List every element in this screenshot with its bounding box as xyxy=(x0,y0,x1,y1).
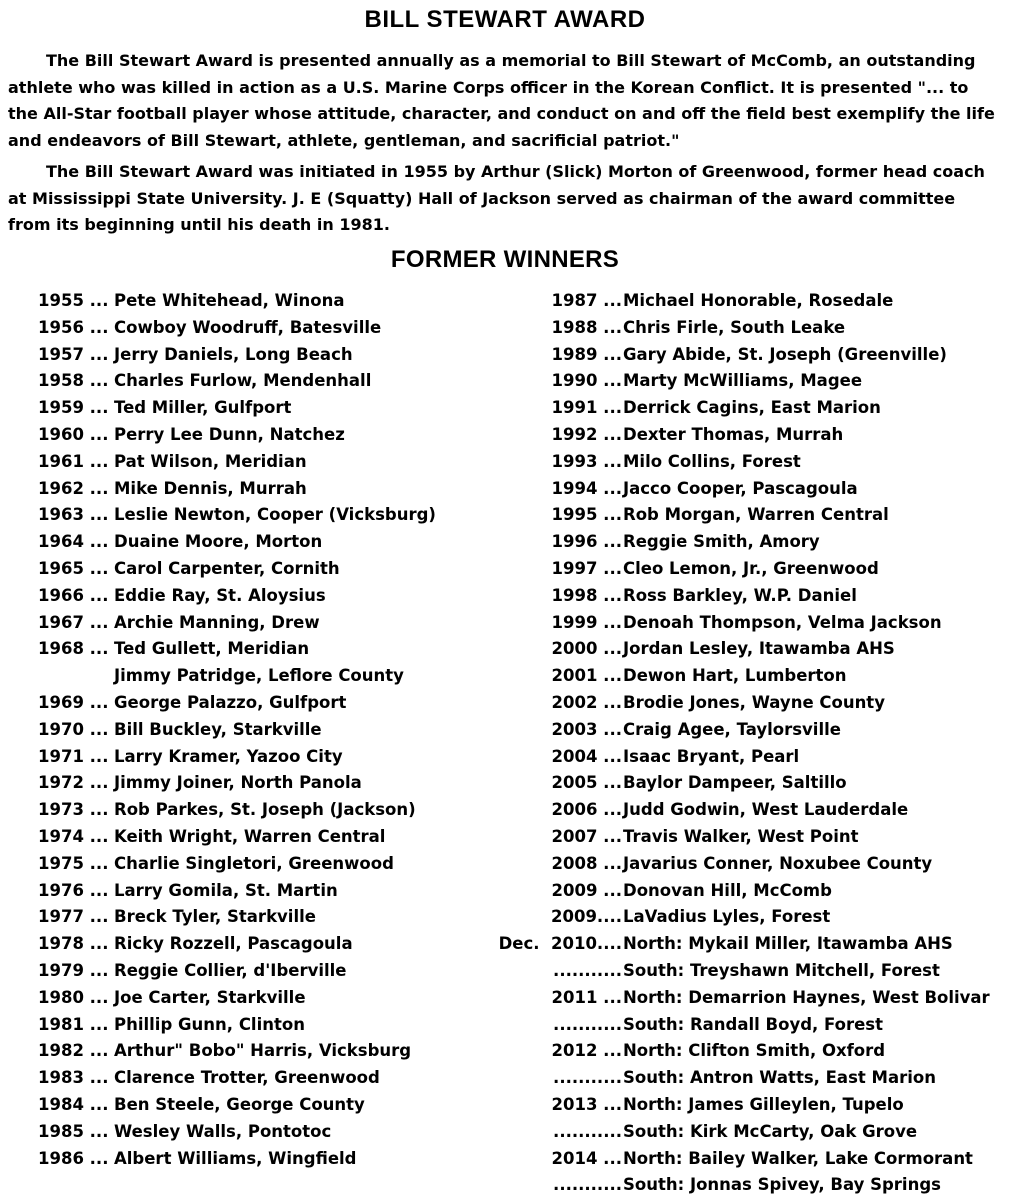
winner-year: 1975 ... xyxy=(38,853,109,873)
winner-name: Ben Steele, George County xyxy=(114,1094,365,1114)
history-paragraph: The Bill Stewart Award was initiated in 1955 by Arthur (Slick) Morton of Greenwood, former head coach at Mississippi State University. J. E (Squatty) Hall of Jackson served as chairman of the award committee from its beginning until his death in 1981. xyxy=(8,162,985,234)
winner-row xyxy=(490,315,1005,342)
winner-year: 1977 ... xyxy=(38,907,109,927)
winner-name: Michael Honorable, Rosedale xyxy=(623,291,894,310)
winner-year: 2007 ... xyxy=(551,826,622,846)
winner-name: Milo Collins, Forest xyxy=(623,451,801,471)
winners-list-right xyxy=(490,288,1005,1199)
winner-name: Jordan Lesley, Itawamba AHS xyxy=(623,639,895,659)
winner-row xyxy=(490,476,1005,503)
winner-name: Baylor Dampeer, Saltillo xyxy=(623,773,847,793)
winner-year: 1994 ... xyxy=(551,478,622,498)
winner-name: Pete Whitehead, Winona xyxy=(114,291,345,310)
winner-year: 2006 ... xyxy=(551,800,622,820)
winner-year: 2013 ... xyxy=(551,1094,622,1114)
winner-name: Larry Gomila, St. Martin xyxy=(114,880,338,900)
winner-year: 1989 ... xyxy=(551,344,622,364)
winner-row xyxy=(38,717,508,744)
winners-list-left xyxy=(38,288,508,1172)
winner-row xyxy=(490,824,1005,851)
winner-row xyxy=(490,368,1005,395)
winner-name: South: Randall Boyd, Forest xyxy=(623,1014,883,1034)
winner-name: Carol Carpenter, Cornith xyxy=(114,558,340,578)
winner-year: 1958 ... xyxy=(38,371,109,391)
winner-name: George Palazzo, Gulfport xyxy=(114,692,347,712)
winner-year: 1979 ... xyxy=(38,960,109,980)
winner-row xyxy=(490,1119,1005,1146)
winner-year: 1983 ... xyxy=(38,1068,109,1088)
winner-year: 1996 ... xyxy=(551,532,622,552)
winner-name: Craig Agee, Taylorsville xyxy=(623,719,841,739)
winner-name: Reggie Collier, d'Iberville xyxy=(114,960,347,980)
winner-year: 1969 ... xyxy=(38,692,109,712)
winner-name: Travis Walker, West Point xyxy=(623,826,859,846)
winner-year: 1999 ... xyxy=(551,612,622,632)
winner-year: 1960 ... xyxy=(38,424,109,444)
winner-row xyxy=(38,636,508,663)
winner-year xyxy=(38,663,114,690)
winner-name: LaVadius Lyles, Forest xyxy=(623,907,831,927)
winner-year: 1985 ... xyxy=(38,1121,109,1141)
winner-year: 1972 ... xyxy=(38,773,109,793)
winner-year: 2008 ... xyxy=(551,853,622,873)
winner-row xyxy=(490,583,1005,610)
winner-row xyxy=(38,288,508,315)
winner-name: Marty McWilliams, Magee xyxy=(623,371,863,391)
winner-name: Pat Wilson, Meridian xyxy=(114,451,307,471)
winner-row xyxy=(38,958,508,985)
winner-year: ........... xyxy=(553,1014,622,1034)
winner-name: Arthur" Bobo" Harris, Vicksburg xyxy=(114,1041,412,1061)
winner-row xyxy=(490,1092,1005,1119)
winner-name: Larry Kramer, Yazoo City xyxy=(114,746,343,766)
winner-name: Denoah Thompson, Velma Jackson xyxy=(623,612,942,632)
winner-name: Dexter Thomas, Murrah xyxy=(623,424,844,444)
winner-name: Cleo Lemon, Jr., Greenwood xyxy=(623,558,879,578)
winner-year: 2001 ... xyxy=(551,666,622,686)
winner-row xyxy=(38,395,508,422)
winner-year: 2003 ... xyxy=(551,719,622,739)
winner-row xyxy=(38,1038,508,1065)
winner-name: Ted Gullett, Meridian xyxy=(114,639,310,659)
winner-year: 1966 ... xyxy=(38,585,109,605)
winner-name: South: Antron Watts, East Marion xyxy=(623,1068,936,1088)
winner-row xyxy=(38,556,508,583)
winner-year: 1992 ... xyxy=(551,424,622,444)
winner-row xyxy=(490,690,1005,717)
winner-name: Perry Lee Dunn, Natchez xyxy=(114,424,345,444)
winner-row xyxy=(38,476,508,503)
winner-year: 1986 ... xyxy=(38,1148,109,1168)
winner-name: Breck Tyler, Starkville xyxy=(114,907,316,927)
winner-year: ........... xyxy=(553,1121,622,1141)
winner-row xyxy=(490,610,1005,637)
winner-year: 2014 ... xyxy=(551,1148,622,1168)
winner-year: 1961 ... xyxy=(38,451,109,471)
winner-name: Jacco Cooper, Pascagoula xyxy=(623,478,858,498)
winner-row xyxy=(38,583,508,610)
winner-name: Ross Barkley, W.P. Daniel xyxy=(623,585,857,605)
winner-name: Joe Carter, Starkville xyxy=(114,987,306,1007)
winner-name: Leslie Newton, Cooper (Vicksburg) xyxy=(114,505,436,525)
winner-row xyxy=(38,851,508,878)
winner-name: Wesley Walls, Pontotoc xyxy=(114,1121,332,1141)
winner-year: 2002 ... xyxy=(551,692,622,712)
winner-row xyxy=(38,904,508,931)
winner-row xyxy=(490,1012,1005,1039)
winner-year: 2005 ... xyxy=(551,773,622,793)
winner-name: Donovan Hill, McComb xyxy=(623,880,832,900)
winner-row xyxy=(490,985,1005,1012)
winner-year: 1980 ... xyxy=(38,987,109,1007)
winner-year: ........... xyxy=(553,960,622,980)
winner-row xyxy=(38,610,508,637)
winner-name: Jimmy Joiner, North Panola xyxy=(114,773,362,793)
winner-name: North: Mykail Miller, Itawamba AHS xyxy=(623,934,953,954)
winner-row xyxy=(490,744,1005,771)
winner-year: 1978 ... xyxy=(38,934,109,954)
winner-name: Archie Manning, Drew xyxy=(114,612,320,632)
winner-row xyxy=(490,663,1005,690)
winner-row xyxy=(490,931,1005,958)
winner-name: Clarence Trotter, Greenwood xyxy=(114,1068,380,1088)
winner-row xyxy=(490,1172,1005,1199)
winner-name: North: Bailey Walker, Lake Cormorant xyxy=(623,1148,973,1168)
winner-row xyxy=(38,770,508,797)
winner-row xyxy=(38,1119,508,1146)
winner-row xyxy=(38,690,508,717)
winner-row xyxy=(38,931,508,958)
winner-row xyxy=(490,797,1005,824)
winner-row xyxy=(490,529,1005,556)
winner-year: 1968 ... xyxy=(38,639,109,659)
winner-name: Reggie Smith, Amory xyxy=(623,532,820,552)
winner-row xyxy=(38,368,508,395)
winner-name: Jerry Daniels, Long Beach xyxy=(114,344,353,364)
winner-name: Isaac Bryant, Pearl xyxy=(623,746,800,766)
winner-row xyxy=(490,1065,1005,1092)
winner-row xyxy=(38,449,508,476)
winner-row xyxy=(490,770,1005,797)
winner-name: Albert Williams, Wingfield xyxy=(114,1148,357,1168)
winner-row xyxy=(38,797,508,824)
winner-row xyxy=(490,904,1005,931)
winner-row xyxy=(38,1012,508,1039)
winner-row xyxy=(38,1092,508,1119)
winner-name: Gary Abide, St. Joseph (Greenville) xyxy=(623,344,947,364)
winner-name: North: Clifton Smith, Oxford xyxy=(623,1041,886,1061)
winner-year: 2004 ... xyxy=(551,746,622,766)
winner-name: Chris Firle, South Leake xyxy=(623,317,846,337)
winner-year: 1971 ... xyxy=(38,746,109,766)
winner-row xyxy=(490,422,1005,449)
winner-name: Javarius Conner, Noxubee County xyxy=(623,853,933,873)
winner-row xyxy=(38,985,508,1012)
winner-row xyxy=(490,878,1005,905)
winner-year: 1959 ... xyxy=(38,398,109,418)
winner-name: Derrick Cagins, East Marion xyxy=(623,398,881,418)
winner-name: Brodie Jones, Wayne County xyxy=(623,692,885,712)
winner-year: 2000 ... xyxy=(551,639,622,659)
winner-year: 1955 ... xyxy=(38,291,109,310)
winner-row xyxy=(490,556,1005,583)
winner-year: 1970 ... xyxy=(38,719,109,739)
winner-year: 1995 ... xyxy=(551,505,622,525)
winner-year: 1991 ... xyxy=(551,398,622,418)
winner-name: Mike Dennis, Murrah xyxy=(114,478,307,498)
winner-year: 1998 ... xyxy=(551,585,622,605)
winner-year: ........... xyxy=(553,1175,622,1195)
winner-row xyxy=(490,342,1005,369)
winner-row xyxy=(490,449,1005,476)
winner-row xyxy=(38,1065,508,1092)
winner-row xyxy=(490,958,1005,985)
winner-name: Eddie Ray, St. Aloysius xyxy=(114,585,326,605)
winner-year: Dec. 2010.... xyxy=(498,934,622,954)
winner-year: ........... xyxy=(553,1068,622,1088)
winner-name: Ted Miller, Gulfport xyxy=(114,398,292,418)
winner-row xyxy=(490,395,1005,422)
winner-name: Bill Buckley, Starkville xyxy=(114,719,322,739)
winner-name: North: Demarrion Haynes, West Bolivar xyxy=(623,987,990,1007)
winner-name: Judd Godwin, West Lauderdale xyxy=(623,800,909,820)
winner-year: 1957 ... xyxy=(38,344,109,364)
winner-year: 2011 ... xyxy=(551,987,622,1007)
winner-year: 1982 ... xyxy=(38,1041,109,1061)
winner-row xyxy=(38,1146,508,1173)
winner-name: Jimmy Patridge, Leflore County xyxy=(114,666,404,686)
winner-year: 1963 ... xyxy=(38,505,109,525)
winner-row xyxy=(38,342,508,369)
winner-name: Cowboy Woodruff, Batesville xyxy=(114,317,382,337)
winner-row xyxy=(490,851,1005,878)
winner-year: 1976 ... xyxy=(38,880,109,900)
winner-row xyxy=(38,663,508,690)
winner-name: Ricky Rozzell, Pascagoula xyxy=(114,934,353,954)
winner-row xyxy=(490,717,1005,744)
winner-row xyxy=(490,1146,1005,1173)
winner-row xyxy=(38,878,508,905)
winner-row xyxy=(490,288,1005,315)
winner-row xyxy=(38,824,508,851)
winner-name: Keith Wright, Warren Central xyxy=(114,826,386,846)
winner-name: Rob Morgan, Warren Central xyxy=(623,505,889,525)
winner-row xyxy=(490,1038,1005,1065)
winner-name: North: James Gilleylen, Tupelo xyxy=(623,1094,904,1114)
winner-name: Charles Furlow, Mendenhall xyxy=(114,371,372,391)
winner-year: 1993 ... xyxy=(551,451,622,471)
winner-row xyxy=(38,502,508,529)
winner-name: South: Kirk McCarty, Oak Grove xyxy=(623,1121,918,1141)
winner-year: 1962 ... xyxy=(38,478,109,498)
winner-year: 1987 ... xyxy=(551,291,622,310)
winner-name: Charlie Singletori, Greenwood xyxy=(114,853,394,873)
winner-name: Duaine Moore, Morton xyxy=(114,532,323,552)
winner-row xyxy=(38,529,508,556)
winner-year: 1964 ... xyxy=(38,532,109,552)
intro-paragraph: The Bill Stewart Award is presented annually as a memorial to Bill Stewart of McComb, an outstanding athlete who was killed in action as a U.S. Marine Corps officer in the Korean Conflict. It is presented "... to the All-Star football player whose attitude, character, and conduct on and off the field best exemplify the life and endeavors of Bill Stewart, athlete, gentleman, and sacrificial patriot." xyxy=(8,51,995,150)
section-title: FORMER WINNERS xyxy=(390,246,620,273)
winner-name: South: Treyshawn Mitchell, Forest xyxy=(623,960,940,980)
winner-year: 1965 ... xyxy=(38,558,109,578)
winner-year: 1997 ... xyxy=(551,558,622,578)
winner-row xyxy=(490,636,1005,663)
winner-year: 1981 ... xyxy=(38,1014,109,1034)
winner-year: 2009.... xyxy=(551,907,622,927)
winner-name: South: Jonnas Spivey, Bay Springs xyxy=(623,1175,941,1195)
winner-year: 1988 ... xyxy=(551,317,622,337)
winner-name: Rob Parkes, St. Joseph (Jackson) xyxy=(114,800,416,820)
winner-row xyxy=(490,502,1005,529)
winner-year: 1967 ... xyxy=(38,612,109,632)
winner-name: Dewon Hart, Lumberton xyxy=(623,666,847,686)
winner-row xyxy=(38,422,508,449)
winner-year: 1984 ... xyxy=(38,1094,109,1114)
winner-year: 1974 ... xyxy=(38,826,109,846)
winner-year: 1956 ... xyxy=(38,317,109,337)
winner-year: 1990 ... xyxy=(551,371,622,391)
winner-row xyxy=(38,315,508,342)
winner-year: 2012 ... xyxy=(551,1041,622,1061)
winner-year: 2009 ... xyxy=(551,880,622,900)
page-title: BILL STEWART AWARD xyxy=(364,6,646,33)
winner-year: 1973 ... xyxy=(38,800,109,820)
winner-row xyxy=(38,744,508,771)
winner-name: Phillip Gunn, Clinton xyxy=(114,1014,305,1034)
